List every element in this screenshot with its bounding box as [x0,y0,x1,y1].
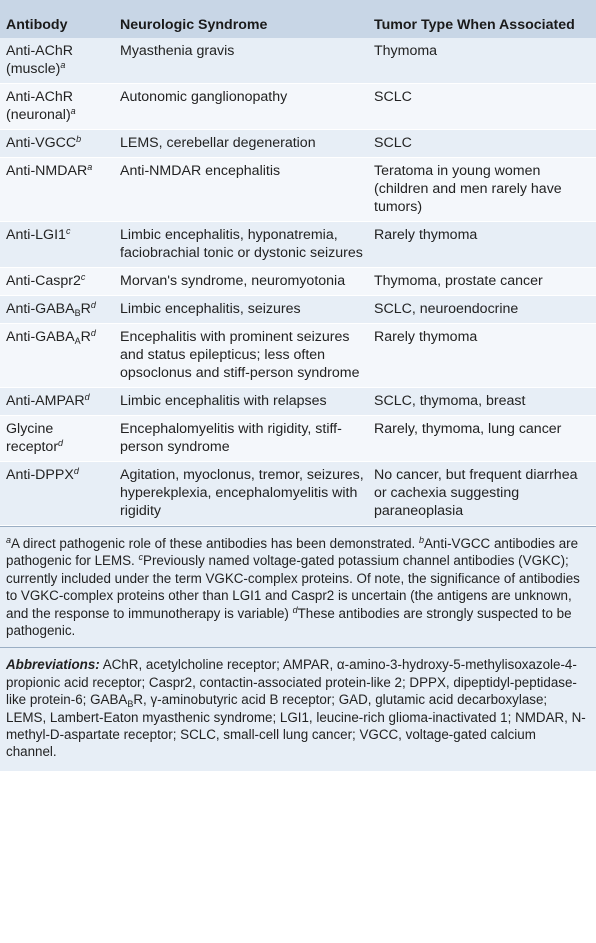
antibody-cell: Glycine receptor$^d$ [0,416,114,462]
tumor-cell: Teratoma in young women (children and men rarely have tumors) [368,158,596,222]
footnote-mark-b: b [418,535,424,545]
table-row [0,84,596,130]
footnote-a-text: A direct pathogenic role of these antibodies has been demonstrated. [11,536,416,551]
footnote-mark: d [90,328,96,338]
table-row [0,388,596,416]
antibody-cell: Anti-VGCC$^b$ [0,130,114,158]
syndrome-cell: Limbic encephalitis, seizures [114,296,368,324]
antibody-cell: Anti-AChR (neuronal)$^a$ [0,84,114,130]
footnote-mark-a: a [6,535,12,545]
footnote-mark: d [73,466,79,476]
syndrome-cell: Myasthenia gravis [114,38,368,84]
table-row [0,158,596,222]
antibody-cell: Anti-AChR (muscle)$^a$ [0,38,114,84]
table-row [0,38,596,84]
abbreviations-label: Abbreviations: [6,657,100,673]
table-footnotes [0,526,596,647]
syndrome-cell: LEMS, cerebellar degeneration [114,130,368,158]
header-antibody: Antibody [0,0,114,38]
footnote-d-text: These antibodies are strongly suspected to be pathogenic. [6,605,572,639]
footnote-mark-d: d [292,604,298,615]
footnote-mark: d [58,438,64,448]
abbreviations [0,647,596,770]
table-row [0,222,596,268]
tumor-cell: SCLC [368,130,596,158]
abbreviations-text-1: AChR, acetylcholine receptor; AMPAR, α-amino-3-hydroxy-5-methylisoxazole-4-propionic acid receptor; Caspr2, contactin-associated protein-like 2; DPPX, dipeptidyl-peptidase-like protein-6; GABA [6,657,577,708]
syndrome-cell: Limbic encephalitis with relapses [114,388,368,416]
abbreviations-sub: B [127,699,134,710]
footnote-mark: c [80,272,86,282]
tumor-cell: Thymoma, prostate cancer [368,268,596,296]
header-tumor-type: Tumor Type When Associated [368,0,596,38]
footnote-mark: b [76,134,82,144]
syndrome-cell: Morvan's syndrome, neuromyotonia [114,268,368,296]
syndrome-cell: Limbic encephalitis, hyponatremia, faciobrachial tonic or dystonic seizures [114,222,368,268]
abbreviations-text-2: R, γ-aminobutyric acid B receptor; GAD, glutamic acid decarboxylase; LEMS, Lambert-Eaton myasthenic syndrome; LGI1, leucine-rich glioma-inactivated 1; NMDAR, N-methyl-D-aspartate receptor; SCLC, small-cell lung cancer; VGCC, voltage-gated calcium channel. [6,692,586,760]
footnote-mark: a [70,106,76,116]
table-row [0,268,596,296]
antibody-cell: Anti-DPPX$^d$ [0,462,114,526]
antibody-cell: Anti-$GABA_BR^d$ [0,296,114,324]
footnote-mark: a [87,162,93,172]
antibody-cell: Anti-NMDAR$^a$ [0,158,114,222]
tumor-cell: Rarely thymoma [368,324,596,388]
table-row [0,462,596,526]
tumor-cell: Rarely, thymoma, lung cancer [368,416,596,462]
antibody-cell: Anti-AMPAR$^d$ [0,388,114,416]
tumor-cell: SCLC, neuroendocrine [368,296,596,324]
footnote-mark: d [90,300,96,310]
table-header-row [0,0,596,38]
antibody-cell: Anti-Caspr2$^c$ [0,268,114,296]
syndrome-cell: Autonomic ganglionopathy [114,84,368,130]
tumor-cell: SCLC [368,84,596,130]
footnote-c-text: Previously named voltage-gated potassium channel antibodies (VGKC); currently included under the term VGKC-complex proteins. Of note, the significance of antibodies to VGKC-complex proteins other than LGI1 and Caspr2 is uncertain (the antigens are unknown, and the response to immunotherapy is variable) [6,553,580,621]
antibody-cell: Anti-$GABA_AR^d$ [0,324,114,388]
antibody-cell: Anti-LGI1$^c$ [0,222,114,268]
syndrome-cell: Anti-NMDAR encephalitis [114,158,368,222]
syndrome-cell: Encephalomyelitis with rigidity, stiff-person syndrome [114,416,368,462]
syndrome-cell: Agitation, myoclonus, tremor, seizures, hyperekplexia, encephalomyelitis with rigidity [114,462,368,526]
table-row [0,416,596,462]
tumor-cell: Thymoma [368,38,596,84]
footnote-mark: a [60,60,66,70]
syndrome-cell: Encephalitis with prominent seizures and status epilepticus; less often opsoclonus and stiff-person syndrome [114,324,368,388]
table-row [0,324,596,388]
table-row [0,130,596,158]
footnote-b-text: Anti-VGCC antibodies are pathogenic for LEMS. [6,536,579,569]
tumor-cell: SCLC, thymoma, breast [368,388,596,416]
footnote-mark: d [84,392,90,402]
table-row [0,296,596,324]
footnote-mark: c [65,226,71,236]
tumor-cell: No cancer, but frequent diarrhea or cachexia suggesting paraneoplasia [368,462,596,526]
header-neurologic-syndrome: Neurologic Syndrome [114,0,368,38]
footnote-mark-c: c [138,552,144,563]
tumor-cell: Rarely thymoma [368,222,596,268]
